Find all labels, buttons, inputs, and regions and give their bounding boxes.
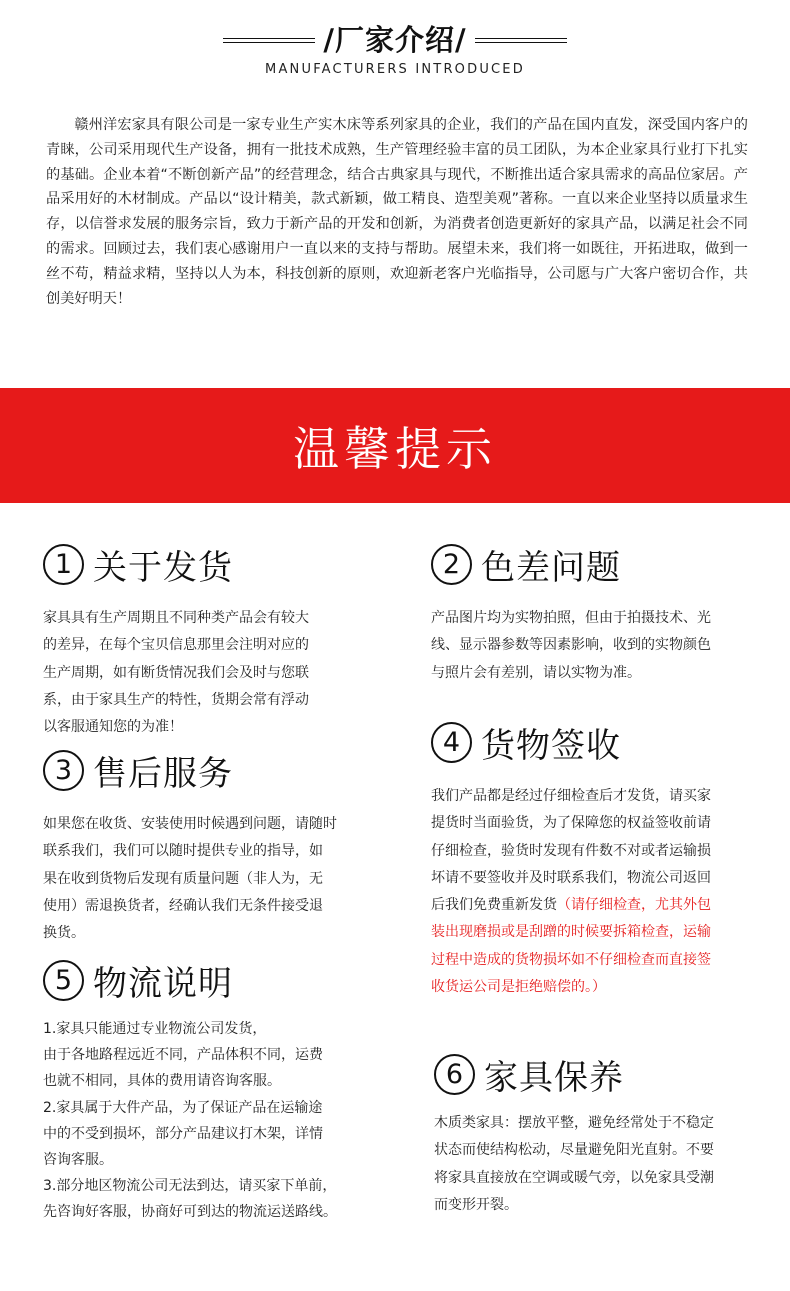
header [0, 0, 790, 95]
section-header [43, 538, 383, 590]
section-header [43, 954, 388, 1006]
body-line: 生产周期，如有断货情况我们会及时与您联 [43, 664, 309, 681]
number-circle-icon: 6 [434, 1054, 475, 1095]
warning-line: 装出现磨损或是刮蹭的时候要拆箱检查，运输 [431, 924, 711, 941]
section-title: 关于发货 [93, 547, 233, 588]
number-circle-icon: 5 [43, 960, 84, 1001]
body-line: 联系我们，我们可以随时提供专业的指导，如 [43, 843, 323, 860]
body-line: 以客服通知您的为准！ [43, 719, 183, 736]
section-body [43, 811, 383, 947]
section-color-difference [431, 538, 771, 687]
body-line: 由于各地路程远近不同，产品体积不同，运费 [43, 1047, 323, 1064]
right-double-rule [475, 38, 567, 43]
body-line: 仔细检查，验货时发现有件数不对或者运输损 [431, 842, 711, 859]
body-line: 如果您在收货、安装使用时候遇到问题，请随时 [43, 816, 337, 832]
tips-banner [0, 388, 790, 503]
section-header [43, 744, 383, 796]
body-line: 的差异，在每个宝贝信息那里会注明对应的 [43, 637, 309, 654]
section-header [431, 716, 776, 768]
section-after-sales [43, 744, 383, 947]
warning-line: 过程中造成的货物损坏如不仔细检查而直接签 [431, 951, 711, 968]
number-circle-icon: 3 [43, 750, 84, 791]
title-row [0, 18, 790, 62]
section-furniture-care [434, 1048, 779, 1219]
body-line: 也就不相同，具体的费用请咨询客服。 [43, 1073, 281, 1090]
body-line: 状态而使结构松动，尽量避免阳光直射。不要 [434, 1142, 714, 1159]
body-line: 使用）需退换货者，经确认我们无条件接受退 [43, 897, 323, 914]
body-line: 我们产品都是经过仔细检查后才发货，请买家 [431, 788, 711, 804]
intro-paragraph: 赣州洋宏家具有限公司是一家专业生产实木床等系列家具的企业，我们的产品在国内直发，深受国内客户的青睐，公司采用现代生产设备，拥有一批技术成熟，生产管理经验丰富的员工团队，为本企业家具行业打下扎实的基础。企业本着“不断创新产品”的经营理念，结合古典家具与现代，不断推出适合家具需求的高品位家居。产品采用好的木材制成。产品以“设计精美，款式新颖，做工精良、造型美观”著称。一直以来企业坚持以质量求生存，以信誉求发展的服务宗旨，致力于新产品的开发和创新，为消费者创造更新好的家具产品，以满足社会不同的需求。回顾过去，我们衷心感谢用户一直以来的支持与帮助。展望未来，我们将一如既往，开拓进取，做到一丝不苟，精益求精，坚持以人为本，科技创新的原则，欢迎新老客户光临指导，公司愿与广大客户密切合作，共创美好明天！ [46, 117, 748, 307]
section-header [434, 1048, 779, 1100]
section-body [431, 783, 776, 1001]
body-line: 先咨询好客服，协商好可到达的物流运送路线。 [43, 1204, 337, 1221]
body-line: 坏请不要签收并及时联系我们，物流公司返回 [431, 869, 711, 886]
section-body [43, 1016, 388, 1226]
body-line: 而变形开裂。 [434, 1196, 518, 1213]
warning-line: 收货运公司是拒绝赔偿的。） [431, 979, 606, 996]
body-text: 后我们免费重新发货 [431, 897, 557, 914]
number-circle-icon: 4 [431, 722, 472, 763]
body-line: 系，由于家具生产的特性，货期会常有浮动 [43, 691, 309, 708]
body-line: 2.家具属于大件产品，为了保证产品在运输途 [43, 1099, 323, 1116]
page-subtitle: MANUFACTURERS INTRODUCED [265, 62, 525, 77]
warning-text: （请仔细检查，尤其外包 [557, 897, 711, 914]
section-header [431, 538, 771, 590]
body-line: 家具具有生产周期且不同种类产品会有较大 [43, 610, 309, 626]
number-circle-icon: 2 [431, 544, 472, 585]
section-title: 色差问题 [481, 547, 621, 588]
section-delivery-signoff [431, 716, 776, 1001]
body-line: 3.部分地区物流公司无法到达，请买家下单前， [43, 1178, 337, 1195]
body-line: 果在收到货物后发现有质量问题（非人为，无 [43, 870, 323, 887]
body-line: 换货。 [43, 925, 85, 942]
body-line: 将家具直接放在空调或暖气旁，以免家具受潮 [434, 1169, 714, 1186]
body-line: 提货时当面验货，为了保障您的权益签收前请 [431, 815, 711, 832]
body-line: 木质类家具：摆放平整，避免经常处于不稳定 [434, 1115, 714, 1131]
section-body [431, 605, 771, 687]
section-title: 物流说明 [93, 963, 233, 1004]
banner-title: 温馨提示 [293, 421, 497, 476]
body-line: 1.家具只能通过专业物流公司发货， [43, 1021, 267, 1037]
section-body [434, 1110, 779, 1219]
section-title: 货物签收 [481, 725, 621, 766]
left-double-rule [223, 38, 315, 43]
number-circle-icon: 1 [43, 544, 84, 585]
page-title: /厂家介绍/ [323, 23, 467, 57]
body-line: 与照片会有差别，请以实物为准。 [431, 664, 641, 681]
section-shipping [43, 538, 383, 741]
body-line: 产品图片均为实物拍照，但由于拍摄技术、光 [431, 610, 711, 626]
section-title: 售后服务 [93, 753, 233, 794]
section-body [43, 605, 383, 741]
section-logistics [43, 954, 388, 1226]
body-line: 咨询客服。 [43, 1152, 113, 1169]
section-title: 家具保养 [484, 1057, 624, 1098]
body-line [431, 892, 776, 919]
body-line: 线、显示器参数等因素影响，收到的实物颜色 [431, 637, 711, 654]
body-line: 中的不受到损坏，部分产品建议打木架，详情 [43, 1125, 323, 1142]
